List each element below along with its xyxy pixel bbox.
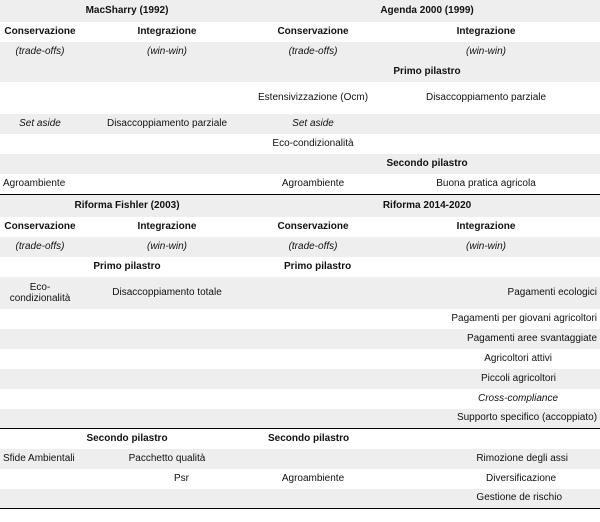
table-cell: Pagamenti ecologici	[372, 277, 600, 309]
table-cell: Disaccoppiamento parziale	[372, 82, 600, 114]
table-cell: Pacchetto qualità	[80, 449, 254, 469]
table-cell: Disaccoppiamento parziale	[80, 114, 254, 134]
table-cell: Eco-condizionalità	[254, 134, 372, 154]
integrazione-header: Integrazione	[372, 22, 600, 42]
winwin-label: (win-win)	[80, 42, 254, 62]
winwin-label: (win-win)	[372, 237, 600, 257]
conservazione-header: Conservazione	[0, 22, 80, 42]
table-cell: Eco-condizionalità	[0, 277, 80, 309]
table-cell: Psr	[80, 469, 254, 489]
table-cell: Buona pratica agricola	[372, 174, 600, 194]
table-cell: Set aside	[0, 114, 80, 134]
tradeoffs-label: (trade-offs)	[0, 237, 80, 257]
block1-secondo-pilastro-row	[0, 154, 600, 174]
table-cell: Set aside	[254, 114, 372, 134]
table-row	[0, 389, 600, 409]
table-cell: Diversificazione	[372, 469, 600, 489]
secondo-pilastro-heading: Secondo pilastro	[0, 429, 254, 449]
table-cell: Agroambiente	[254, 469, 372, 489]
table-row	[0, 369, 600, 389]
table-row	[0, 449, 600, 469]
block2-right-title: Riforma 2014-2020	[254, 194, 600, 217]
block1-subheader-row	[0, 42, 600, 62]
primo-pilastro-heading: Primo pilastro	[254, 257, 600, 277]
secondo-pilastro-heading: Secondo pilastro	[254, 429, 600, 449]
table-cell: Agroambiente	[254, 174, 372, 194]
block2-primo-pilastro-row	[0, 257, 600, 277]
table-row	[0, 174, 600, 194]
block2-left-title: Riforma Fishler (2003)	[0, 194, 254, 217]
integrazione-header: Integrazione	[372, 217, 600, 237]
conservazione-header: Conservazione	[0, 217, 80, 237]
block1-left-title: MacSharry (1992)	[0, 0, 254, 22]
integrazione-header: Integrazione	[80, 22, 254, 42]
block2-column-header-row	[0, 217, 600, 237]
table-cell: Sfide Ambientali	[0, 449, 80, 469]
block2-secondo-pilastro-row	[0, 429, 600, 449]
table-row	[0, 277, 600, 309]
block1-right-title: Agenda 2000 (1999)	[254, 0, 600, 22]
integrazione-header: Integrazione	[80, 217, 254, 237]
table-row	[0, 134, 600, 154]
table-row	[0, 309, 600, 329]
table-cell: Rimozione degli assi	[372, 449, 600, 469]
block1-primo-pilastro-row	[0, 62, 600, 82]
block1-column-header-row	[0, 22, 600, 42]
table-cell: Pagamenti aree svantaggiate	[372, 329, 600, 349]
winwin-label: (win-win)	[80, 237, 254, 257]
table-cell: Cross-compliance	[372, 389, 600, 409]
table-cell: Pagamenti per giovani agricoltori	[372, 309, 600, 329]
table-cell: Agroambiente	[0, 174, 80, 194]
table-row	[0, 329, 600, 349]
table-row	[0, 489, 600, 509]
block1-title-row	[0, 0, 600, 22]
tradeoffs-label: (trade-offs)	[254, 42, 372, 62]
table-row	[0, 82, 600, 114]
conservazione-header: Conservazione	[254, 22, 372, 42]
table-row	[0, 409, 600, 429]
block2-subheader-row	[0, 237, 600, 257]
table-cell: Supporto specifico (accoppiato)	[372, 409, 600, 429]
tradeoffs-label: (trade-offs)	[0, 42, 80, 62]
table-cell: Estensivizzazione (Ocm)	[254, 82, 372, 114]
primo-pilastro-heading: Primo pilastro	[254, 62, 600, 82]
table-row	[0, 114, 600, 134]
block2-title-row	[0, 194, 600, 217]
winwin-label: (win-win)	[372, 42, 600, 62]
table-cell: Agricoltori attivi	[372, 349, 600, 369]
table-cell: Piccoli agricoltori	[372, 369, 600, 389]
primo-pilastro-heading: Primo pilastro	[0, 257, 254, 277]
table-cell: Gestione de rischio	[372, 489, 600, 509]
table-row	[0, 469, 600, 489]
tradeoffs-label: (trade-offs)	[254, 237, 372, 257]
table-row	[0, 349, 600, 369]
conservazione-header: Conservazione	[254, 217, 372, 237]
secondo-pilastro-heading: Secondo pilastro	[254, 154, 600, 174]
table-cell: Disaccoppiamento totale	[80, 277, 254, 309]
